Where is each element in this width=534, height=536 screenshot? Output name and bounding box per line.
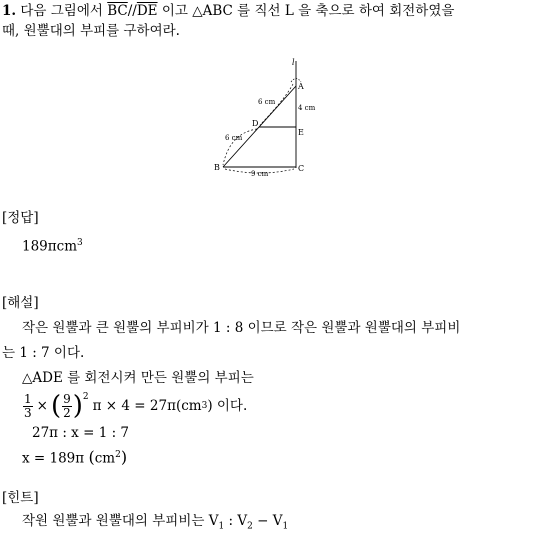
label-a: A: [298, 82, 304, 91]
hint-heading: [힌트]: [2, 490, 39, 506]
frac1-numerator: 1: [24, 391, 32, 406]
equation-exponent: 3: [201, 401, 208, 411]
fraction-nine-halves: [62, 393, 72, 420]
result-text: x = 189π: [22, 450, 85, 467]
fraction-one-third: [23, 393, 33, 420]
hint-sub-3: 1: [282, 521, 289, 532]
equation-tail: ) 이다.: [207, 398, 248, 414]
answer-value: [22, 234, 83, 256]
cone-figure: [205, 55, 320, 185]
answer-text: 189πcm: [22, 238, 78, 255]
label-d: D: [252, 119, 259, 128]
square-exponent: 2: [82, 392, 89, 402]
hint-minus: − V: [252, 513, 283, 529]
frac2-numerator: 9: [63, 391, 71, 406]
answer-exponent: 3: [77, 238, 83, 248]
problem-lead: 다음 그림에서: [20, 3, 103, 19]
solution-line-3: △ADE 를 회전시켜 만든 원뿔의 부피는: [22, 370, 254, 386]
answer-heading: [정답]: [2, 210, 39, 226]
equation-rest: π × 4 = 27π(cm: [92, 398, 202, 414]
solution-line-2: 는 1 : 7 이다.: [2, 345, 85, 361]
times-sign: ×: [36, 398, 48, 414]
result-rparen: ): [120, 447, 128, 467]
hint-colon: : V: [224, 513, 248, 529]
hint-text: 작원 원뿔과 원뿔대의 부피비는 V: [22, 513, 219, 529]
segment-de: $\overline{DE}$: [136, 3, 158, 19]
dim-label-ae: 4 cm: [298, 104, 316, 112]
solution-heading: [해설]: [2, 295, 39, 311]
problem-number: 1.: [2, 3, 17, 19]
dim-label-db: 6 cm: [225, 134, 243, 142]
volume-equation: [22, 388, 247, 424]
problem-mid: 이고 △ABC 를 직선 L 을 축으로 하여 회전하였을: [161, 3, 455, 19]
ratio-line: 27π : x = 1 : 7: [32, 425, 129, 441]
label-b: B: [214, 163, 220, 172]
result-unit: cm: [94, 450, 116, 467]
solution-line-1: 작은 원뿔과 큰 원뿔의 부피비가 1 : 8 이므로 작은 원뿔과 원뿔대의 부피비: [22, 320, 461, 336]
dim-label-bc: 9 cm: [251, 170, 269, 178]
right-paren: ): [72, 391, 83, 421]
problem-line-1: [2, 2, 454, 20]
result-lparen: (: [88, 447, 95, 467]
label-c: C: [298, 164, 305, 173]
frac2-denominator: 2: [63, 405, 71, 420]
hint-sub-2: 2: [247, 521, 253, 532]
parallel-sign: //: [127, 3, 137, 19]
label-l: l: [292, 58, 295, 67]
segment-bc: $\overline{BC}$: [107, 3, 128, 19]
left-paren: (: [50, 391, 62, 421]
result-exponent: 2: [115, 450, 121, 460]
hint-sub-1: 1: [218, 521, 225, 532]
label-e: E: [298, 128, 304, 137]
problem-line-2: 때, 원뿔대의 부피를 구하여라.: [2, 23, 180, 39]
dim-label-ad: 6 cm: [258, 98, 276, 106]
hint-line: [22, 512, 288, 536]
frac1-denominator: 3: [24, 405, 32, 420]
result-line: [22, 446, 127, 468]
